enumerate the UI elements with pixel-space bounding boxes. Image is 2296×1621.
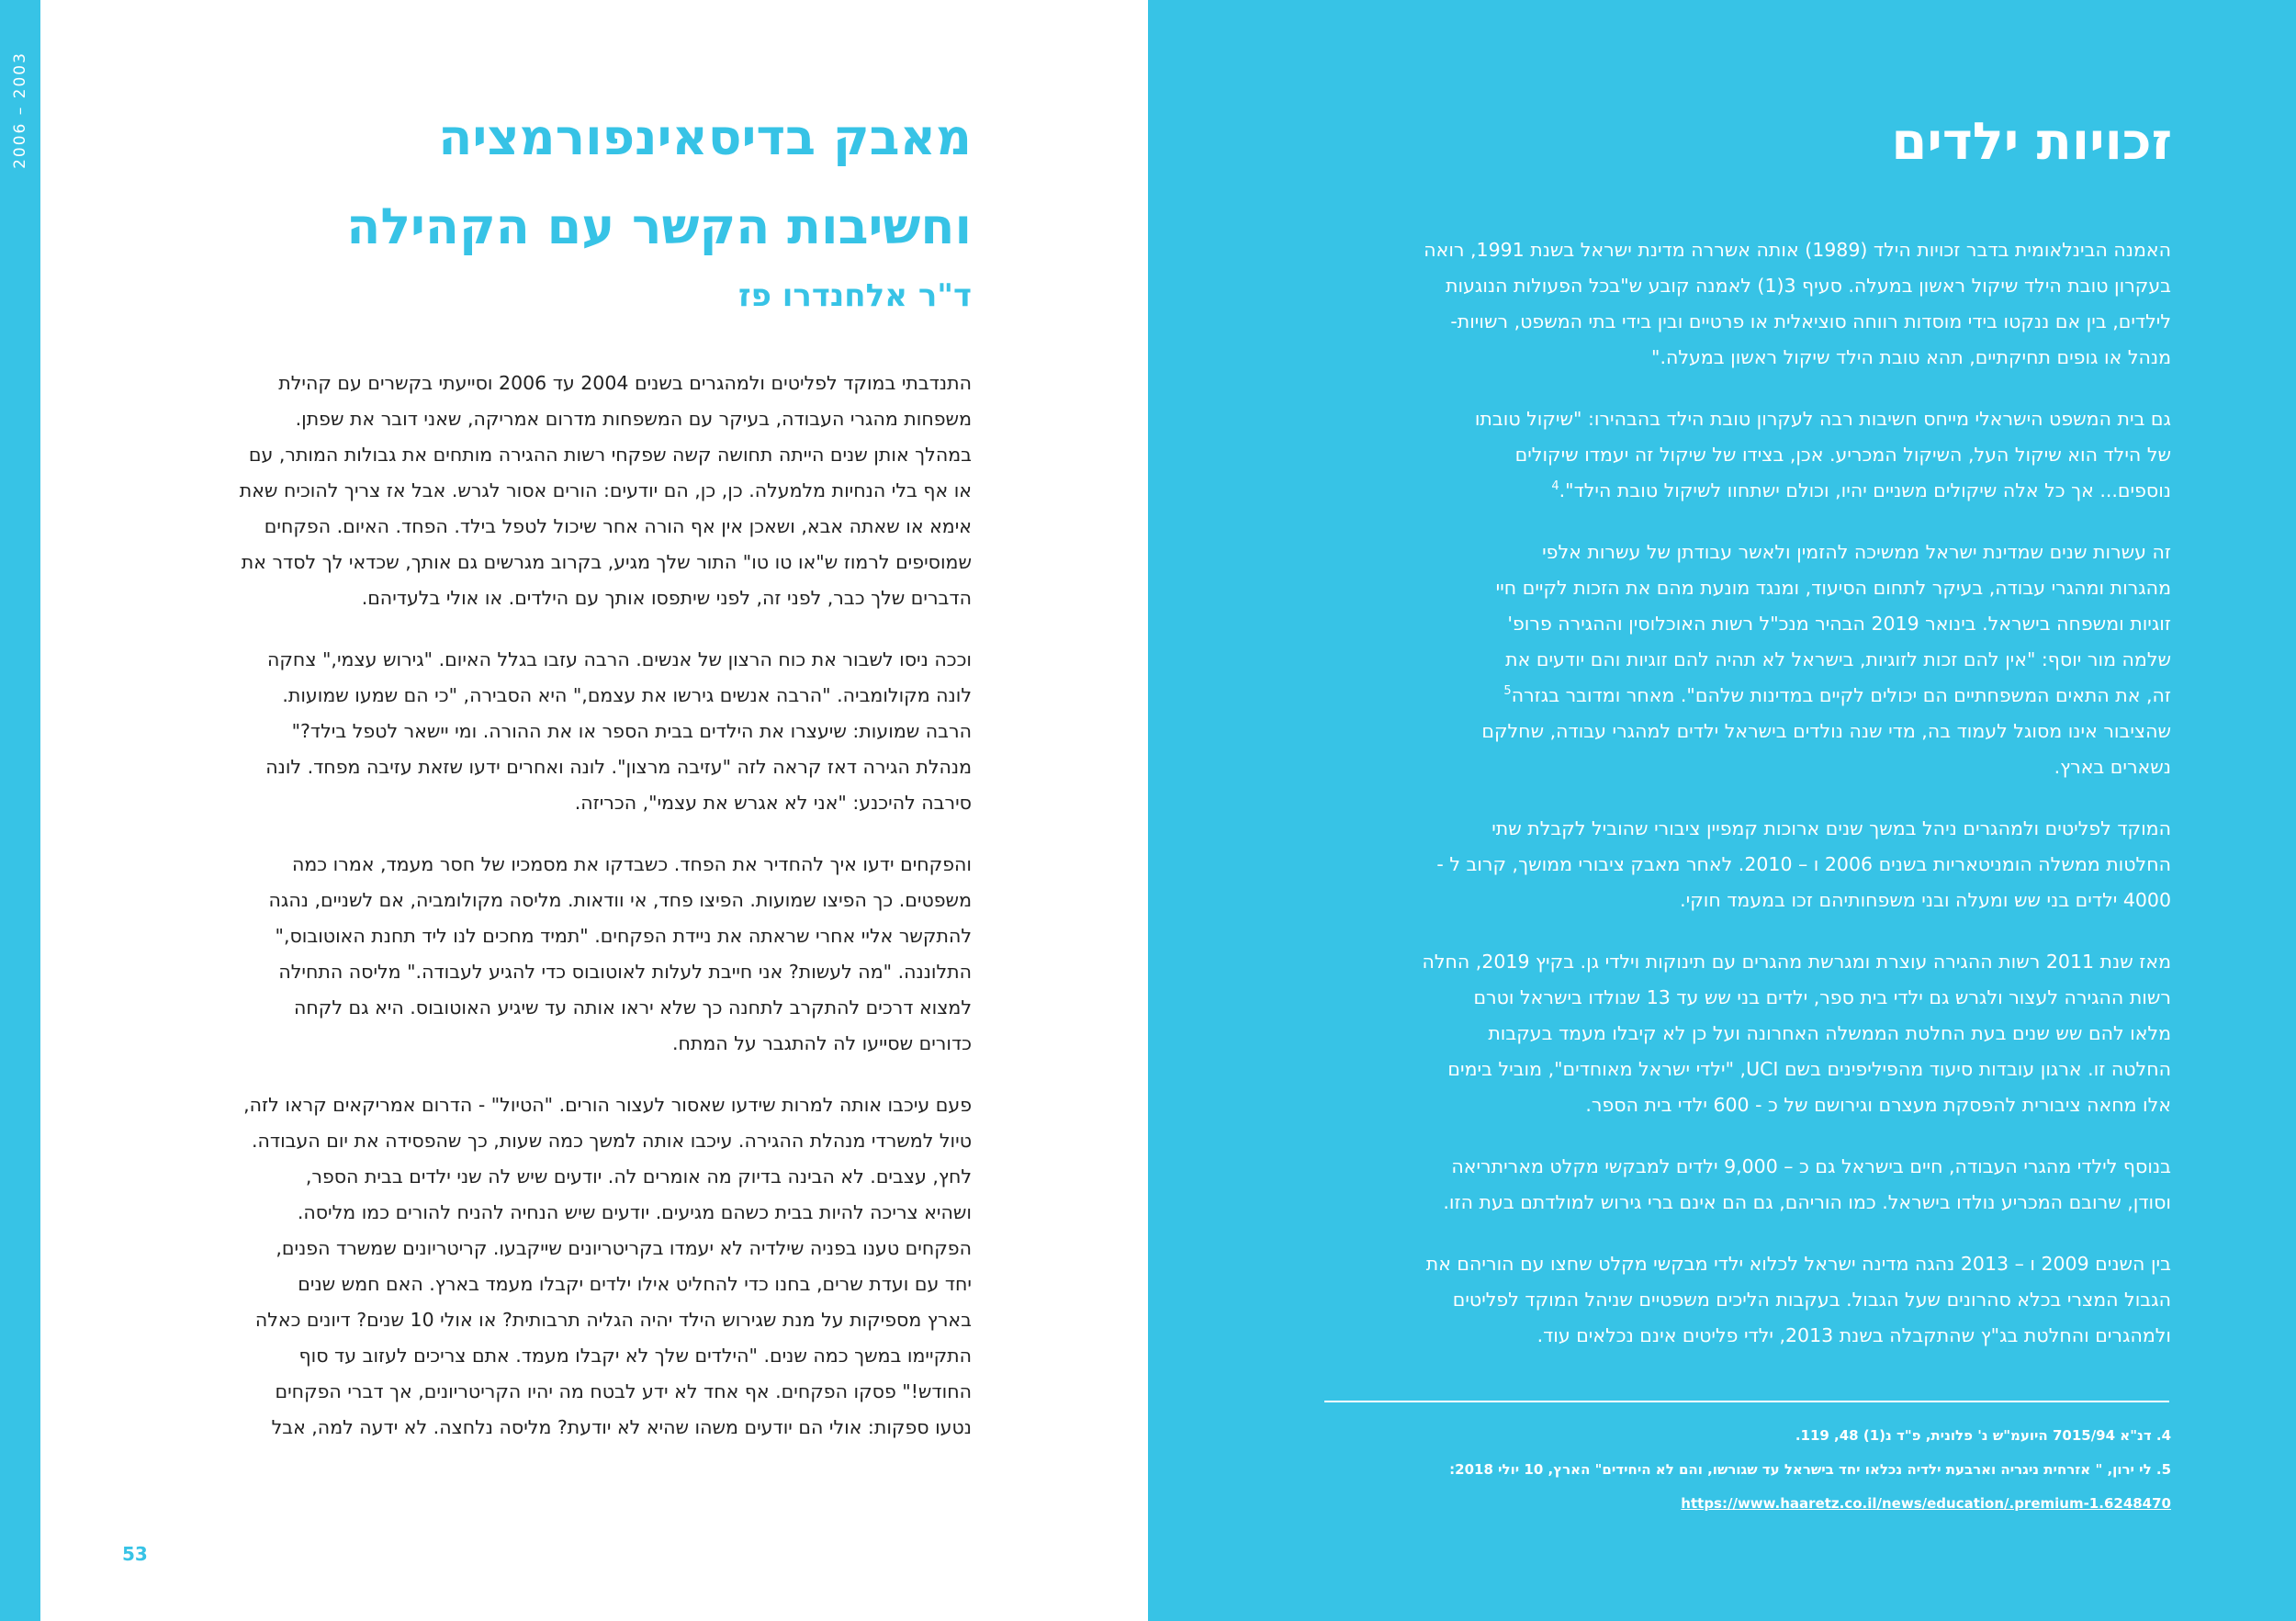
right-paragraph-1 <box>1289 232 2171 376</box>
right-article-body <box>1289 232 2171 1379</box>
text-line: גם בית המשפט הישראלי מייחס חשיבות רבה לעקרון טובת הילד בהבהירו: "שיקול טובתו <box>1474 408 2171 430</box>
footnote-marker: 4 <box>1551 479 1559 494</box>
text-line: מאז שנת 2011 רשות ההגירה עוצרת ומגרשת מהגרים עם תינוקות וילדי גן. בקיץ 2019, החלה <box>1422 951 2171 973</box>
footnote-5: 5. לי ירון, " אזרחית ניגריה וארבעת ילדיה נכלאו יחד בישראל עד שגורשו, והם לא היחידים" הארץ, 10 יולי 2018: <box>1449 1461 2171 1478</box>
text-line: שמוסיפים לרמוז ש"או טו טו" התור שלך מגיע, בקרוב מגרשים גם אותך, שכדאי לך לסדר את <box>241 551 972 573</box>
text-line: נטעו ספקות: אולי הם יודעים משהו שהיא לא יודעת? מליסה נלחצה. לא ידעה למה, אבל <box>271 1416 972 1438</box>
text-line: בעקרון טובת הילד שיקול ראשון במעלה. סעיף 3(1) לאמנה קובע ש"בכל הפעולות הנוגעות <box>1446 275 2171 297</box>
page-number: 53 <box>122 1543 148 1565</box>
text-line: המוקד לפליטים ולמהגרים ניהל במשך שנים ארוכות קמפיין ציבורי שהוביל לקבלת שתי <box>1491 817 2171 839</box>
left-paragraph-3 <box>101 847 972 1062</box>
text-line: סירבה להיכנע: "אני לא אגרש את עצמי", הכריזה. <box>574 792 972 814</box>
chapter-years: 2006 – 2003 <box>11 51 29 169</box>
left-paragraph-4 <box>101 1087 972 1446</box>
text-line: ושהיא צריכה להיות בבית כשהם מגיעים. יודעים שיש הנחיה להניח להורים כמו מליסה. <box>297 1201 972 1223</box>
text-line: החלטה זו. ארגון עובדות סיעוד מהפיליפינים בשם UCI, "ילדי ישראל מאוחדים", מוביל בימים <box>1447 1058 2171 1080</box>
text-line: וסודן, שרובם המכריע נולדו בישראל. כמו הוריהם, גם הם אינם ברי גירוש למולדתם בעת הזו. <box>1443 1191 2171 1213</box>
text-line: הדברים שלך כבר, לפני זה, לפני שיתפסו אותך עם הילדים. או אולי בלעדיהם. <box>361 587 972 609</box>
text-line: בנוסף לילדי מהגרי העבודה, חיים בישראל גם כ – 9,000 ילדים למבקשי מקלט מאריתריאה <box>1451 1155 2171 1177</box>
footnotes <box>1289 1419 2171 1521</box>
text-line <box>1289 473 2171 509</box>
text-line: אלו מחאה ציבורית להפסקת מעצרם וגירושם של כ - 600 ילדי בית הספר. <box>1585 1094 2171 1116</box>
text-line: או אף בלי הנחיות מלמעלה. כן, כן, הם יודעים: הורים אסור לגרש. אבל אז צריך להוכיח שאת <box>239 479 972 501</box>
right-paragraph-3 <box>1289 535 2171 785</box>
text-line: אימא או שאתה אבא, ושאכן אין אף הורה אחר שיכול לטפל בילד. הפחד. האיום. הפקחים <box>264 515 972 537</box>
text-line: לילדים, בין אם ננקטו בידי מוסדות רווחה סוציאלית או פרטיים ובין בידי בתי המשפט, רשויות- <box>1450 310 2171 332</box>
text-line: החלטות ממשלה הומניטאריות בשנים 2006 ו – 2010. לאחר מאבק ציבורי ממושך, קרוב ל - <box>1436 853 2171 875</box>
left-paragraph-2 <box>101 642 972 821</box>
footnote-marker: 5 <box>1503 684 1512 699</box>
text-line: למצוא דרכים להתקרב לתחנה כך שלא יראו אותה עד שיגיע האוטובוס. היא גם לקחה <box>294 996 972 1019</box>
right-paragraph-6 <box>1289 1149 2171 1221</box>
text-line: לונה מקולומביה. "הרבה אנשים גירשו את עצמם," היא הסבירה, "כי הם שמעו שמועות. <box>282 684 972 706</box>
text-line: החודש!" פסקו הפקחים. אף אחד לא ידע לבטח מה יהיו הקריטריונים, אך דברי הפקחים <box>275 1380 972 1402</box>
right-paragraph-7 <box>1289 1246 2171 1354</box>
text-line: רשות ההגירה לעצור ולגרש גם ילדי בית ספר, ילדים בני שש עד 13 שנולדו בישראל וטרם <box>1473 986 2171 1008</box>
article-title-line-1: מאבק בדיסאינפורמציה <box>438 108 972 166</box>
text-line: הרבה שמועות: שיעצרו את הילדים בבית הספר או את ההורה. ומי יישאר לטפל בילד?" <box>291 720 972 742</box>
text-line: מהגרות ומהגרי עבודה, בעיקר לתחום הסיעוד, ומנגד מונעת מהם את הזכות לקיים חיי <box>1495 577 2171 599</box>
text-line: הפקחים טענו בפניה שילדיה לא יעמדו בקריטריונים שייקבעו. קריטריונים שמשרד הפנים, <box>276 1237 972 1259</box>
footnote-url-link[interactable]: https://www.haaretz.co.il/news/education/.premium-1.6248470 <box>1681 1495 2171 1512</box>
text-line: בין השנים 2009 ו – 2013 נהגה מדינה ישראל לכלוא ילדי מבקשי מקלט שחצו עם הוריהם את <box>1425 1253 2171 1275</box>
text-line: התקיימו במשך כמה שנים. "הילדים שלך לא יקבלו מעמד. אתם צריכים לעזוב עד סוף <box>298 1345 972 1367</box>
text-line: במהלך אותן שנים הייתה תחושה קשה שפקחי רשות ההגירה מותחים את גבולות המותר, עם <box>248 444 972 466</box>
footnote-4: 4. דנ"א 7015/94 היועמ"ש נ' פלונית, פ"ד נ(1) 48, 119. <box>1795 1427 2171 1444</box>
text-line: התנדבתי במוקד לפליטים ולמהגרים בשנים 2004 עד 2006 וסייעתי בקשרים עם קהילת <box>278 372 972 394</box>
text-run: זה, את התאים המשפחתיים הם יכולים לקיים במדינות שלהם". מאחר ומדובר בגזרה <box>1511 684 2171 706</box>
article-title-line-2: וחשיבות הקשר עם הקהילה <box>346 197 972 255</box>
side-strip <box>0 0 40 1621</box>
left-paragraph-1 <box>101 366 972 616</box>
right-paragraph-2 <box>1289 401 2171 509</box>
text-line: והפקחים ידעו איך להחדיר את הפחד. כשבדקו את מסמכיו של חסר מעמד, אמרו כמה <box>291 853 972 875</box>
text-line: מנהלת הגירה דאז קראה לזה "עזיבה מרצון". לונה ואחרים ידעו שזאת עזיבה מפחד. לונה <box>265 756 972 778</box>
text-line: משפטים. כך הפיצו שמועות. הפיצו פחד, אי וודאות. מליסה מקולומביה, אם לשניים, נהגה <box>268 889 972 911</box>
text-line: כדורים שסייעו לה להתגבר על המתח. <box>672 1032 972 1054</box>
text-line: פעם עיכבו אותה למרות שידעו שאסור לעצור הורים. "הטיול" - הדרום אמריקאים קראו לזה, <box>243 1094 972 1116</box>
text-line: 4000 ילדים בני שש ומעלה ובני משפחותיהם זכו במעמד חוקי. <box>1680 889 2171 911</box>
text-line: זוגיות ומשפחה בישראל. בינואר 2019 הבהיר מנכ"ל רשות האוכלוסין וההגירה פרופ' <box>1507 613 2171 635</box>
right-page <box>1148 0 2296 1621</box>
right-paragraph-5 <box>1289 944 2171 1123</box>
text-line: להתקשר אליי אחרי שראתה את ניידת הפקחים. "תמיד מחכים לנו ליד תחנת האוטובוס," <box>275 925 972 947</box>
right-paragraph-4 <box>1289 811 2171 918</box>
text-line: נשארים בארץ. <box>2054 756 2171 778</box>
footnote-divider <box>1324 1401 2169 1402</box>
text-line: של הילד הוא שיקול העל, השיקול המכריע. אכן, בצידו של שיקול זה יעמדו שיקולים <box>1514 444 2171 466</box>
text-line: לחץ, עצבים. לא הבינה בדיוק מה אומרים לה. יודעים שיש לה שני ילדים בבית הספר, <box>305 1165 972 1188</box>
text-run: נוספים... אך כל אלה שיקולים משניים יהיו, וכולם ישתחוו לשיקול טובת הילד". <box>1559 479 2171 501</box>
text-line <box>1289 678 2171 714</box>
text-line: מנהל או גופים תחיקתיים, תהא טובת הילד שיקול ראשון במעלה." <box>1651 346 2171 368</box>
left-article-body <box>101 366 972 1471</box>
text-line: ולמהגרים והחלטת בג"ץ שהתקבלה בשנת 2013, ילדי פליטים אינם נכלאים עוד. <box>1536 1324 2171 1346</box>
text-line: וככה ניסו לשבור את כוח הרצון של אנשים. הרבה עזבו בגלל האיום. "גירוש עצמי," צחקה <box>266 648 972 670</box>
sidebar-title: זכויות ילדים <box>1891 112 2172 172</box>
text-line: מלאו להם שש שנים בעת החלטת הממשלה האחרונה ועל כן לא קיבלו מעמד בעקבות <box>1488 1022 2171 1044</box>
text-line: זה עשרות שנים שמדינת ישראל ממשיכה להזמין ולאשר עבודתן של עשרות אלפי <box>1542 541 2171 563</box>
text-line: שלמה מור יוסף: "אין להם זכות לזוגיות, בישראל לא תהיה להם זוגיות והם יודעים את <box>1505 648 2171 670</box>
text-line: הגבול המצרי בכלא סהרונים שעל הגבול. בעקבות הליכים משפטיים שניהל המוקד לפליטים <box>1452 1289 2171 1311</box>
text-line: שהציבור אינו מסוגל לעמוד בה, מדי שנה נולדים בישראל ילדים למהגרי עבודה, שחלקם <box>1481 720 2171 742</box>
article-author: ד"ר אלחנדרו פז <box>737 277 972 314</box>
text-line: טיול למשרדי מנהלת ההגירה. עיכבו אותה למשך כמה שעות, כך שהפסידה את יום העבודה. <box>251 1130 972 1152</box>
text-line: יחד עם ועדת שרים, בחנו כדי להחליט אילו ילדים יקבלו מעמד בארץ. האם חמש שנים <box>298 1273 972 1295</box>
text-line: התלוננה. "מה לעשות? אני חייבת לעלות לאוטובוס כדי להגיע לעבודה." מליסה התחילה <box>278 961 972 983</box>
text-line: משפחות מהגרי העבודה, בעיקר עם המשפחות מדרום אמריקה, שאני דובר את שפתן. <box>295 408 972 430</box>
text-line: בארץ מספיקות על מנת שגירוש הילד יהיה הגליה תרבותית? או אולי 10 שנים? דיונים כאלה <box>254 1309 972 1331</box>
text-line: האמנה הבינלאומית בדבר זכויות הילד (1989) אותה אשררה מדינת ישראל בשנת 1991, רואה <box>1424 239 2171 261</box>
